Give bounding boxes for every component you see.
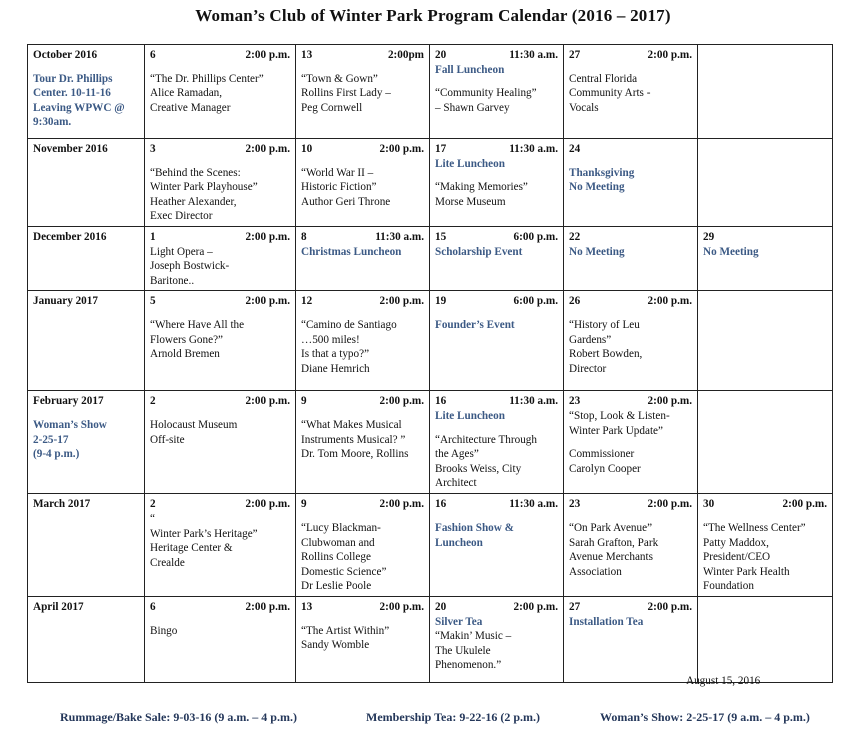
program-text: Alice Ramadan, <box>150 87 223 100</box>
month-label: December 2016 <box>33 230 107 243</box>
spacer <box>301 615 424 624</box>
spacer <box>435 77 558 86</box>
day-number: 16 <box>435 498 447 511</box>
event-name: Installation Tea <box>569 615 644 628</box>
day-number: 1 <box>150 230 156 243</box>
month-note: Leaving WPWC @ <box>33 101 125 114</box>
event-time: 11:30 a.m. <box>509 49 558 61</box>
day-number: 2 <box>150 498 156 511</box>
spacer <box>569 63 692 72</box>
calendar-row <box>28 494 833 597</box>
program-text: Heather Alexander, <box>150 195 237 208</box>
month-note: 9:30am. <box>33 116 72 129</box>
day-header <box>301 48 424 63</box>
program-text: Sarah Grafton, Park <box>569 536 659 549</box>
program-text: Instruments Musical? ” <box>301 433 406 446</box>
program-text: The Ukulele <box>435 644 491 657</box>
program-text: Dr. Tom Moore, Rollins <box>301 448 409 461</box>
day-cell <box>430 291 564 391</box>
revision-date: August 15, 2016 <box>686 675 761 687</box>
day-header <box>435 394 558 409</box>
day-number: 9 <box>301 498 307 511</box>
day-header <box>150 394 290 409</box>
day-header <box>569 600 692 615</box>
spacer <box>435 424 558 433</box>
day-cell <box>430 45 564 139</box>
day-header <box>150 294 290 309</box>
month-label: October 2016 <box>33 49 98 61</box>
day-cell <box>145 139 296 227</box>
day-cell <box>564 226 698 290</box>
day-cell <box>698 596 833 682</box>
program-text: Winter Park Update” <box>569 424 663 437</box>
program-text: Vocals <box>569 101 599 114</box>
event-name: Fall Luncheon <box>435 63 505 76</box>
day-number: 13 <box>301 600 313 613</box>
month-label: January 2017 <box>33 295 98 308</box>
program-text: President/CEO <box>703 551 771 564</box>
day-cell <box>564 391 698 494</box>
day-number: 6 <box>150 49 156 61</box>
program-text: Diane Hemrich <box>301 362 370 375</box>
footer-membership-tea: Membership Tea: 9-22-16 (2 p.m.) <box>366 710 540 724</box>
program-text: Winter Park Playhouse” <box>150 181 258 194</box>
day-cell <box>296 139 430 227</box>
month-cell <box>28 139 145 227</box>
spacer <box>569 309 692 318</box>
day-number: 9 <box>301 395 307 408</box>
day-header <box>150 48 290 63</box>
event-time: 2:00pm <box>387 49 424 61</box>
day-cell <box>430 226 564 290</box>
month-note: Tour Dr. Phillips <box>33 72 113 85</box>
spacer <box>150 615 290 624</box>
day-cell <box>698 45 833 139</box>
month-cell <box>28 391 145 494</box>
calendar-row <box>28 596 833 682</box>
program-text: Rollins College <box>301 551 371 564</box>
month-label: March 2017 <box>33 498 91 511</box>
event-name: Fashion Show & <box>435 521 514 534</box>
day-header <box>435 600 558 615</box>
spacer <box>150 63 290 72</box>
program-text: Avenue Merchants <box>569 551 653 564</box>
day-number: 19 <box>435 295 447 308</box>
day-cell <box>698 139 833 227</box>
event-time: 11:30 a.m. <box>509 395 558 408</box>
program-text: Holocaust Museum <box>150 418 238 431</box>
month-label: February 2017 <box>33 395 104 408</box>
program-text: “Lucy Blackman- <box>301 521 381 534</box>
day-number: 26 <box>569 295 581 308</box>
program-text: Robert Bowden, <box>569 348 643 361</box>
day-header <box>569 497 692 512</box>
day-cell <box>698 291 833 391</box>
day-number: 30 <box>703 498 715 511</box>
spacer <box>301 409 424 418</box>
program-text: Is that a typo?” <box>301 348 370 361</box>
program-text: “Where Have All the <box>150 318 245 331</box>
spacer <box>150 409 290 418</box>
program-text: Crealde <box>150 556 185 569</box>
day-cell <box>698 494 833 597</box>
spacer <box>301 157 424 166</box>
day-header <box>150 497 290 512</box>
day-cell <box>564 45 698 139</box>
spacer <box>435 171 558 180</box>
day-number: 8 <box>301 230 307 243</box>
program-text: Brooks Weiss, City <box>435 462 522 475</box>
day-cell <box>430 596 564 682</box>
program-text: Domestic Science” <box>301 565 387 578</box>
calendar-row <box>28 226 833 290</box>
spacer <box>301 309 424 318</box>
day-cell <box>296 45 430 139</box>
day-header <box>301 497 424 512</box>
event-time: 2:00 p.m. <box>379 395 424 408</box>
day-number: 27 <box>569 49 581 61</box>
day-header <box>150 142 290 157</box>
event-time: 2:00 p.m. <box>245 295 290 308</box>
program-calendar-table <box>27 44 833 683</box>
month-label: November 2016 <box>33 143 108 155</box>
program-text: Light Opera – <box>150 245 213 258</box>
calendar-row <box>28 45 833 139</box>
spacer <box>569 157 692 166</box>
program-text: – Shawn Garvey <box>435 101 510 114</box>
program-text: Historic Fiction” <box>301 181 377 194</box>
event-time: 2:00 p.m. <box>245 49 290 61</box>
day-cell <box>430 494 564 597</box>
day-cell <box>145 291 296 391</box>
spacer <box>150 309 290 318</box>
event-time: 2:00 p.m. <box>245 230 290 243</box>
event-time: 2:00 p.m. <box>647 49 692 61</box>
spacer <box>33 63 139 72</box>
day-header <box>301 600 424 615</box>
event-time: 2:00 p.m. <box>379 295 424 308</box>
program-text: Rollins First Lady – <box>301 87 391 100</box>
program-text: Arnold Bremen <box>150 348 220 361</box>
program-text: Creative Manager <box>150 101 231 114</box>
day-number: 5 <box>150 295 156 308</box>
program-text: “The Dr. Phillips Center” <box>150 72 264 85</box>
program-text: Flowers Gone?” <box>150 333 224 346</box>
day-header <box>435 294 558 309</box>
program-text: Clubwoman and <box>301 536 375 549</box>
program-text: …500 miles! <box>301 333 360 346</box>
day-header <box>569 294 692 309</box>
day-cell <box>698 226 833 290</box>
event-name: No Meeting <box>569 245 625 258</box>
day-cell <box>430 391 564 494</box>
program-text: Winter Park Health <box>703 565 790 578</box>
day-header <box>435 142 558 157</box>
footer-womans-show: Woman’s Show: 2-25-17 (9 a.m. – 4 p.m.) <box>600 710 810 724</box>
day-header <box>569 230 692 245</box>
program-text: “World War II – <box>301 166 374 179</box>
event-name: No Meeting <box>569 181 625 194</box>
event-time: 2:00 p.m. <box>647 600 692 613</box>
day-number: 3 <box>150 143 156 155</box>
day-header <box>569 394 692 409</box>
day-cell <box>564 494 698 597</box>
month-note: 2-25-17 <box>33 433 69 446</box>
day-cell <box>145 596 296 682</box>
day-number: 23 <box>569 498 581 511</box>
program-text: “ <box>150 512 155 525</box>
day-number: 24 <box>569 143 581 155</box>
month-note: Woman’s Show <box>33 418 107 431</box>
program-text: Carolyn Cooper <box>569 462 641 475</box>
day-number: 22 <box>569 230 581 243</box>
program-text: Winter Park’s Heritage” <box>150 527 258 540</box>
day-cell <box>564 291 698 391</box>
program-text: Association <box>569 565 622 578</box>
day-cell <box>430 139 564 227</box>
day-header <box>569 142 692 157</box>
program-text: Peg Cornwell <box>301 101 363 114</box>
program-text: “The Artist Within” <box>301 624 390 637</box>
event-name: No Meeting <box>703 245 759 258</box>
day-header <box>435 497 558 512</box>
day-number: 16 <box>435 395 447 408</box>
program-text: “Camino de Santiago <box>301 318 397 331</box>
event-name: Founder’s Event <box>435 318 515 331</box>
event-time: 2:00 p.m. <box>245 143 290 155</box>
month-note: (9-4 p.m.) <box>33 448 80 461</box>
month-note: Center. 10-11-16 <box>33 87 111 100</box>
day-cell <box>564 596 698 682</box>
day-header <box>435 230 558 245</box>
program-text: Sandy Womble <box>301 639 370 652</box>
program-text: Central Florida <box>569 72 638 85</box>
day-number: 20 <box>435 600 447 613</box>
day-number: 23 <box>569 395 581 408</box>
spacer <box>33 409 139 418</box>
day-cell <box>296 391 430 494</box>
day-cell <box>145 494 296 597</box>
day-number: 17 <box>435 143 447 155</box>
page-title: Woman’s Club of Winter Park Program Calendar (2016 – 2017) <box>195 6 671 25</box>
event-name: Scholarship Event <box>435 245 523 258</box>
spacer <box>435 512 558 521</box>
program-text: Commissioner <box>569 448 635 461</box>
day-header <box>150 230 290 245</box>
event-name: Lite Luncheon <box>435 157 505 170</box>
month-cell <box>28 45 145 139</box>
program-text: Joseph Bostwick- <box>150 260 230 273</box>
month-cell <box>28 494 145 597</box>
day-number: 10 <box>301 143 313 155</box>
event-time: 6:00 p.m. <box>513 295 558 308</box>
program-text: Author Geri Throne <box>301 195 391 208</box>
day-cell <box>145 45 296 139</box>
day-header <box>569 48 692 63</box>
day-cell <box>296 226 430 290</box>
day-number: 12 <box>301 295 313 308</box>
program-text: Heritage Center & <box>150 542 233 555</box>
event-name: Lite Luncheon <box>435 409 505 422</box>
program-text: “On Park Avenue” <box>569 521 653 534</box>
spacer <box>301 63 424 72</box>
program-text: “The Wellness Center” <box>703 521 806 534</box>
event-name: Silver Tea <box>435 615 483 628</box>
event-name: Christmas Luncheon <box>301 245 402 258</box>
program-text: “Town & Gown” <box>301 72 378 85</box>
calendar-row <box>28 139 833 227</box>
day-cell <box>698 391 833 494</box>
day-cell <box>296 596 430 682</box>
spacer <box>435 309 558 318</box>
event-name: Luncheon <box>435 536 483 549</box>
program-text: Morse Museum <box>435 195 506 208</box>
day-number: 20 <box>435 49 447 61</box>
event-time: 6:00 p.m. <box>513 230 558 243</box>
day-cell <box>145 226 296 290</box>
event-name: Thanksgiving <box>569 166 635 179</box>
event-time: 11:30 a.m. <box>375 230 424 243</box>
program-text: Community Arts - <box>569 87 651 100</box>
day-number: 2 <box>150 395 156 408</box>
day-cell <box>296 291 430 391</box>
program-text: Baritone.. <box>150 274 195 287</box>
program-text: Architect <box>435 477 477 490</box>
event-time: 2:00 p.m. <box>379 143 424 155</box>
program-text: Phenomenon.” <box>435 659 502 672</box>
program-text: Foundation <box>703 580 754 593</box>
program-text: “History of Leu <box>569 318 640 331</box>
event-time: 11:30 a.m. <box>509 498 558 511</box>
footer-rummage-sale: Rummage/Bake Sale: 9-03-16 (9 a.m. – 4 p.m.) <box>60 710 297 724</box>
day-header <box>301 142 424 157</box>
month-cell <box>28 291 145 391</box>
program-text: Director <box>569 362 607 375</box>
day-cell <box>145 391 296 494</box>
event-time: 2:00 p.m. <box>245 395 290 408</box>
event-time: 11:30 a.m. <box>509 143 558 155</box>
program-text: “Stop, Look & Listen- <box>569 409 670 422</box>
event-time: 2:00 p.m. <box>245 498 290 511</box>
spacer <box>150 157 290 166</box>
day-header <box>703 497 827 512</box>
program-text: “Architecture Through <box>435 433 537 446</box>
program-text: Off-site <box>150 433 185 446</box>
day-cell <box>296 494 430 597</box>
program-text: Patty Maddox, <box>703 536 769 549</box>
day-number: 27 <box>569 600 581 613</box>
program-text: “Behind the Scenes: <box>150 166 241 179</box>
event-time: 2:00 p.m. <box>245 600 290 613</box>
day-header <box>301 394 424 409</box>
day-header <box>150 600 290 615</box>
spacer <box>569 438 692 447</box>
program-text: Exec Director <box>150 210 213 223</box>
event-time: 2:00 p.m. <box>647 295 692 308</box>
month-label: April 2017 <box>33 600 84 613</box>
day-cell <box>564 139 698 227</box>
spacer <box>569 512 692 521</box>
event-time: 2:00 p.m. <box>379 498 424 511</box>
event-time: 2:00 p.m. <box>513 600 558 613</box>
calendar-row <box>28 391 833 494</box>
day-header <box>703 230 827 245</box>
program-text: Bingo <box>150 624 178 637</box>
event-time: 2:00 p.m. <box>647 395 692 408</box>
day-number: 15 <box>435 230 447 243</box>
program-text: “Making Memories” <box>435 181 528 194</box>
event-time: 2:00 p.m. <box>647 498 692 511</box>
program-text: the Ages” <box>435 448 479 461</box>
event-time: 2:00 p.m. <box>782 498 827 511</box>
day-number: 6 <box>150 600 156 613</box>
spacer <box>301 512 424 521</box>
program-text: Dr Leslie Poole <box>301 580 372 593</box>
program-text: Gardens” <box>569 333 612 346</box>
day-header <box>301 294 424 309</box>
program-text: “Makin’ Music – <box>435 630 512 643</box>
calendar-row <box>28 291 833 391</box>
event-time: 2:00 p.m. <box>379 600 424 613</box>
day-header <box>301 230 424 245</box>
program-text: “What Makes Musical <box>301 418 402 431</box>
day-header <box>435 48 558 63</box>
month-cell <box>28 596 145 682</box>
spacer <box>703 512 827 521</box>
day-number: 13 <box>301 49 313 61</box>
month-cell <box>28 226 145 290</box>
program-text: “Community Healing” <box>435 87 537 100</box>
day-number: 29 <box>703 230 715 243</box>
